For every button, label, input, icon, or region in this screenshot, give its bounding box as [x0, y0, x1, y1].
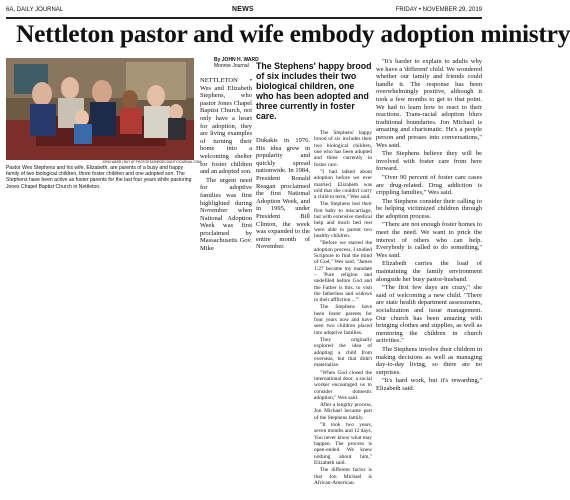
article-paragraph: "Before we started the adoption process, I studied Scripture to find the mind of God," Wes said. "James 1:27 became my mandate – 'Pure religion and undefiled before God and the Father is this, to visit the fatherless and widows in their affliction ...'" — [314, 240, 372, 304]
article-column-1 — [200, 77, 252, 254]
article-paragraph: NETTLETON • Wes and Elizabeth Stephens, who pastor Jones Chapel Baptist Church, not only have a heart for adoption, they are living examples of turning their home into a welcoming shelter for foster children and an adopted son. — [200, 77, 252, 176]
article-paragraph: The Stephens involve their children in making decisions as well as managing day-to-day living, so there are no surprises. — [376, 345, 482, 376]
family-photo — [6, 58, 194, 160]
article-paragraph: The urgent need for adoptive families was first highlighted during November when National Adoption Week was first proclaimed by Massachusetts Gov. Mike — [200, 176, 252, 253]
article-paragraph: The Stephens have been foster parents for four years now and have seen two children placed into adoptive families. — [314, 304, 372, 336]
article-paragraph: "There are not enough foster homes to meet the need. We want to prick the interest of others who can help. Everybody is called to do something," Wes said. — [376, 221, 482, 259]
article-paragraph: "Over 90 percent of foster care cases are drug-related. Drug addiction is crippling families," Wes said. — [376, 173, 482, 197]
article-paragraph: "When God closed the international door, a social worker encouraged us to consider domestic adoption," Wes said. — [314, 369, 372, 401]
byline — [214, 57, 259, 69]
article-paragraph: The Stephens believe they will be involved with foster care from here forward. — [376, 150, 482, 173]
page-folio: 6A, DAILY JOURNAL — [6, 7, 64, 13]
article-paragraph: Dukakis in 1976. His idea grew in popularity and quickly spread nationwide. In 1984, President Ronald Reagan proclaimed the first National Adoption Week, and in 1995, under President Bill Clinton, the week was expanded to the entire month of November. — [256, 137, 310, 251]
article-paragraph: "The first few days are crazy," she said of welcoming a new child. "There are state health department assessments, socialization and issue management. Our church has been amazing with bringing clothes and supplies, as well as mentoring the children in church activities." — [376, 284, 482, 345]
article-paragraph: The Stephens lost their first baby to miscarriage, but with extensive medical help and much bed rest were able to parent two healthy children. — [314, 201, 372, 239]
article-paragraph: "It took two years, seven months and 12 days. You never know what may happen. The process is open-ended. We knew nothing about him," Elizabeth said. — [314, 422, 372, 466]
article-paragraph: They originally explored the idea of adopting a child from overseas, but that didn't materialize. — [314, 337, 372, 369]
article-paragraph: The Stephens consider their calling to be helping victimized children through the adoption process. — [376, 197, 482, 220]
photo-caption: Pastor Wes Stephens and his wife, Elizabeth, are parents of a busy and happy family of two biological children, three foster children and one adopted son. The Stephens have been active as foster parents for the last four years while pastoring Jones Chapel Baptist Church in Nettleton. — [6, 165, 192, 190]
byline-org: Monroe Journal — [214, 63, 249, 69]
article-column-3 — [314, 130, 372, 487]
issue-date: FRIDAY • NOVEMBER 29, 2019 — [395, 7, 482, 13]
photo-credit: JOHN WARD | BUY AT PHOTOS.MONROECOUNTYJOURNAL.COM — [102, 160, 201, 164]
article-paragraph: "It's hard work, but it's rewarding," Elizabeth said. — [376, 377, 482, 392]
article-paragraph: "I had talked about adoption before we ever married. Elizabeth was told that she couldn't carry a child to term," Wes said. — [314, 168, 372, 201]
article-paragraph: "It's harder to explain to adults why we have a 'different' child. We wondered whether our family and friends could handle it. The response has been overwhelmingly positive, although it took a few months to get to that point. We had to learn how to react to their reactions. Trans-racial adoption blurs traditional boundaries. Jon Michael is amazing and charismatic. He's a people person and presses into conversations," Wes said. — [376, 58, 482, 149]
section-label: NEWS — [232, 6, 254, 13]
article-paragraph: After a lengthy process, Jon Michael became part of the Stephens family. — [314, 402, 372, 421]
pull-quote: The Stephens' happy brood of six includes their two biological children, one who has been adopted and three currently in foster care. — [256, 61, 372, 121]
family-photo-image — [6, 58, 194, 160]
article-paragraph: The Stephens' happy brood of six includes their two biological children, one who has been adopted and three currently in foster care. — [314, 130, 372, 168]
byline-name: By JOHN H. WARD — [214, 57, 259, 63]
headline: Nettleton pastor and wife embody adoption ministry — [16, 19, 570, 48]
article-paragraph: Elizabeth carries the load of maintaining the family environment alongside her busy pastor-husband. — [376, 260, 482, 283]
article-column-4 — [376, 58, 482, 394]
article-column-2 — [256, 137, 310, 252]
article-paragraph: The different factor is that Jon Michael is African-American. — [314, 467, 372, 486]
newspaper-page — [6, 4, 570, 496]
masthead — [6, 4, 482, 16]
